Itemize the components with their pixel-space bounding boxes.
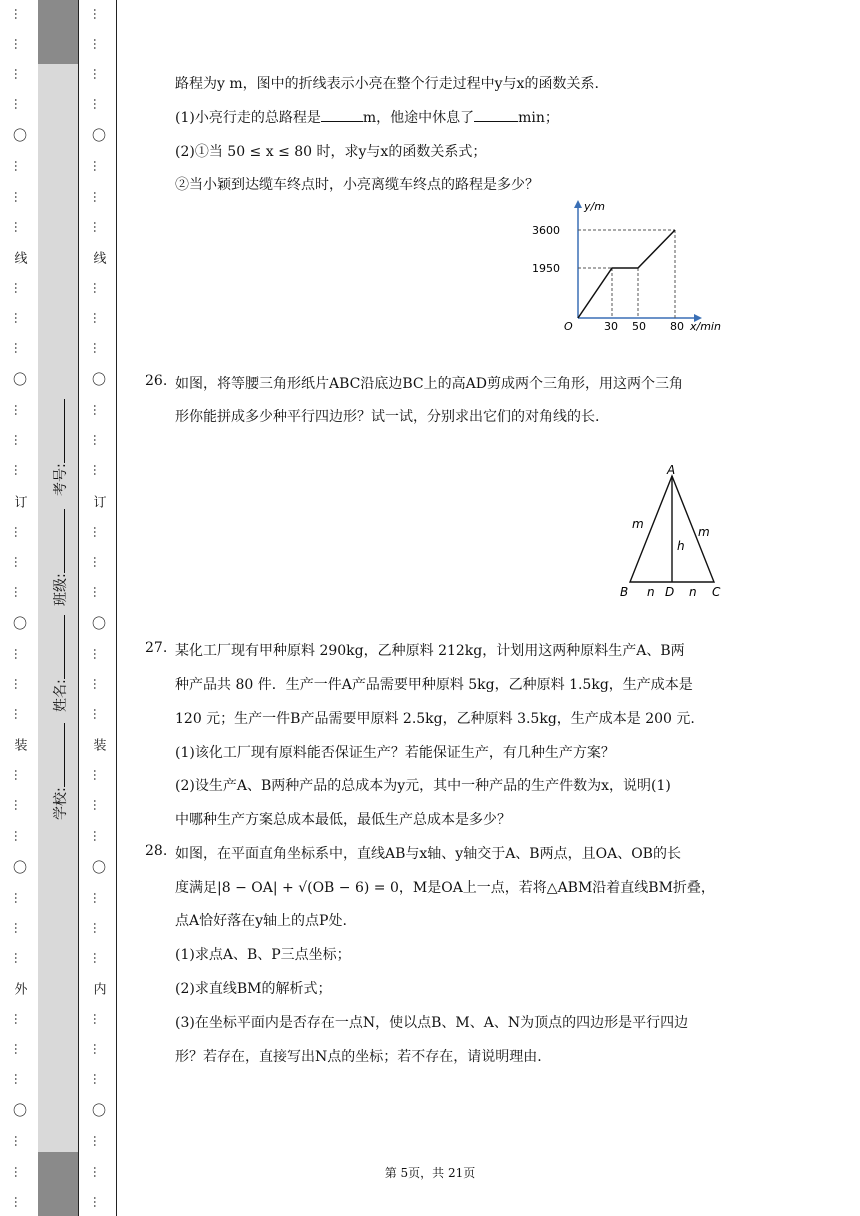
vertex-b: B [620,585,629,599]
seal-dots: … [91,464,105,477]
q27-part1: (1)该化工厂现有原料能否保证生产？若能保证生产，有几种生产方案？ [175,745,615,761]
gray-strip-bottom-block [38,1152,78,1216]
distance-time-graph [530,196,730,336]
seal-dots: … [12,678,26,691]
seal-circle: 〇 [11,128,27,143]
number-field[interactable]: 考号: [50,399,70,496]
answer-blank-distance[interactable] [321,121,363,122]
q25-part1: (1)小亮行走的总路程是 m，他途中休息了 min； [175,110,559,126]
seal-dots: … [12,525,26,538]
seal-dots: … [91,1043,105,1056]
seal-dots: … [91,98,105,111]
q28-line2: 度满足|8 − OA| + √(OB − 6) = 0，M是OA上一点，若将△ABM沿着直线BM折叠， [175,880,715,896]
base-label-right: n [689,585,697,599]
side-label-right: m [698,525,710,539]
seal-circle: 〇 [11,859,27,874]
seal-circle: 〇 [90,128,106,143]
seal-dots: … [91,555,105,568]
gray-strip-top-block [38,0,78,64]
seal-dots: … [12,8,26,20]
seal-dots: … [91,8,105,20]
page-footer: 第 5页，共 21页 [384,1166,476,1180]
seal-char: 外 [11,982,27,995]
q25-part2: (2)①当 50 ≤ x ≤ 80 时，求y与x的函数关系式； [175,144,487,160]
seal-circle: 〇 [11,1103,27,1118]
seal-dots: … [12,1135,26,1148]
seal-line-outer [9,0,29,1216]
q27-line1: 某化工厂现有甲种原料 290kg，乙种原料 212kg，计划用这两种原料生产A、B两 [175,643,685,659]
distance-polyline [578,230,675,318]
q27-line3: 120 元；生产一件B产品需要甲原料 2.5kg，乙种原料 3.5kg，生产成本是 200 元. [175,711,695,727]
seal-dots: … [91,1165,105,1178]
q28-line1: 如图，在平面直角坐标系中，直线AB与x轴、y轴交于A、B两点，且OA、OB的长 [175,846,681,862]
isosceles-triangle-figure [610,462,730,604]
seal-dots: … [91,525,105,538]
q26-line1: 如图，将等腰三角形纸片ABC沿底边BC上的高AD剪成两个三角形，用这两个三角 [175,376,683,392]
seal-dots: … [12,342,26,355]
seal-dots: … [12,190,26,203]
q27-line2: 种产品共 80 件．生产一件A产品需要甲种原料 5kg，乙种原料 1.5kg，生产成本是 [175,677,693,693]
student-info [44,380,72,840]
name-field[interactable]: 姓名: [50,615,70,712]
y-tick-3600: 3600 [532,224,560,237]
q28-part3: (3)在坐标平面内是否存在一点N，使以点B、M、A、N为顶点的四边形是平行四边 [175,1015,689,1031]
seal-dots: … [12,68,26,81]
seal-dots: … [12,921,26,934]
base-label-left: n [647,585,655,599]
seal-char: 线 [90,250,106,264]
seal-dots: … [12,434,26,447]
seal-char: 装 [90,738,106,752]
seal-dots: … [12,829,26,842]
seal-dots: … [12,555,26,568]
seal-dots: … [91,891,105,904]
school-field[interactable]: 学校: [50,723,70,820]
answer-blank-rest[interactable] [474,121,518,122]
seal-dots: … [12,1073,26,1086]
q28-part1: (1)求点A、B、P三点坐标； [175,947,351,963]
seal-dots: … [12,281,26,294]
x-tick-50: 50 [632,320,646,333]
seal-dots: … [12,647,26,660]
seal-dots: … [12,160,26,173]
seal-circle: 〇 [90,615,106,630]
q25-part3: ②当小颖到达缆车终点时，小亮离缆车终点的路程是多少？ [175,177,539,193]
seal-dots: … [91,829,105,842]
seal-dots: … [91,585,105,598]
seal-line-inner [88,0,108,1216]
q28-part3-cont: 形？若存在，直接写出N点的坐标；若不存在，请说明理由. [175,1049,542,1065]
seal-dots: … [91,434,105,447]
class-field[interactable]: 班级: [50,509,70,606]
seal-dots: … [91,38,105,51]
seal-char: 订 [90,494,106,508]
seal-dots: … [91,311,105,324]
seal-char: 线 [11,250,27,264]
seal-dots: … [12,799,26,812]
seal-dots: … [12,769,26,782]
seal-dots: … [91,68,105,81]
q26-line2: 形你能拼成多少种平行四边形？试一试，分别求出它们的对角线的长. [175,409,600,425]
seal-dots: … [91,342,105,355]
seal-dots: … [91,708,105,721]
seal-dots: … [12,311,26,324]
q25-line1: 路程为y m，图中的折线表示小亮在整个行走过程中y与x的函数关系. [175,76,599,92]
y-axis-label: y/m [584,200,605,213]
seal-dots: … [12,708,26,721]
seal-dots: … [91,1073,105,1086]
seal-dots: … [12,1165,26,1178]
seal-dots: … [12,891,26,904]
vertex-a: A [667,463,676,477]
seal-dots: … [91,647,105,660]
seal-dots: … [12,404,26,417]
seal-circle: 〇 [90,1103,106,1118]
seal-dots: … [12,585,26,598]
side-label-left: m [632,517,644,531]
q27-part2-cont: 中哪种生产方案总成本最低，最低生产总成本是多少？ [175,812,511,828]
x-axis-label: x/min [690,320,721,333]
binding-margin [0,0,120,1216]
height-label: h [677,539,685,553]
seal-dots: … [91,921,105,934]
q28-number: 28. [145,843,168,859]
seal-dots: … [91,281,105,294]
seal-dots: … [91,678,105,691]
origin-label: O [564,320,573,333]
y-tick-1950: 1950 [532,262,560,275]
q26-number: 26. [145,373,168,389]
q27-number: 27. [145,640,168,656]
seal-dots: … [12,1043,26,1056]
seal-dots: … [12,38,26,51]
seal-circle: 〇 [90,859,106,874]
seal-dots: … [12,98,26,111]
seal-dots: … [91,799,105,812]
seal-dots: … [91,1013,105,1026]
seal-dots: … [91,190,105,203]
seal-dots: … [91,769,105,782]
seal-dots: … [91,1135,105,1148]
seal-dots: … [12,1195,26,1208]
seal-char: 内 [90,982,106,995]
seal-dots: … [12,951,26,964]
seal-dots: … [91,220,105,233]
seal-dots: … [12,464,26,477]
x-tick-30: 30 [604,320,618,333]
seal-circle: 〇 [11,372,27,387]
q27-part2: (2)设生产A、B两种产品的总成本为y元，其中一种产品的生产件数为x，说明(1) [175,778,671,794]
seal-circle: 〇 [11,615,27,630]
seal-dots: … [91,160,105,173]
seal-char: 装 [11,738,27,752]
vertex-d: D [665,585,675,599]
q28-line3: 点A恰好落在y轴上的点P处. [175,913,347,929]
seal-char: 订 [11,494,27,508]
seal-dots: … [12,1013,26,1026]
seal-circle: 〇 [90,372,106,387]
seal-dots: … [91,1195,105,1208]
x-tick-80: 80 [670,320,684,333]
seal-dots: … [91,404,105,417]
vertex-c: C [712,585,721,599]
seal-dots: … [12,220,26,233]
seal-dots: … [91,951,105,964]
q28-part2: (2)求直线BM的解析式； [175,981,332,997]
